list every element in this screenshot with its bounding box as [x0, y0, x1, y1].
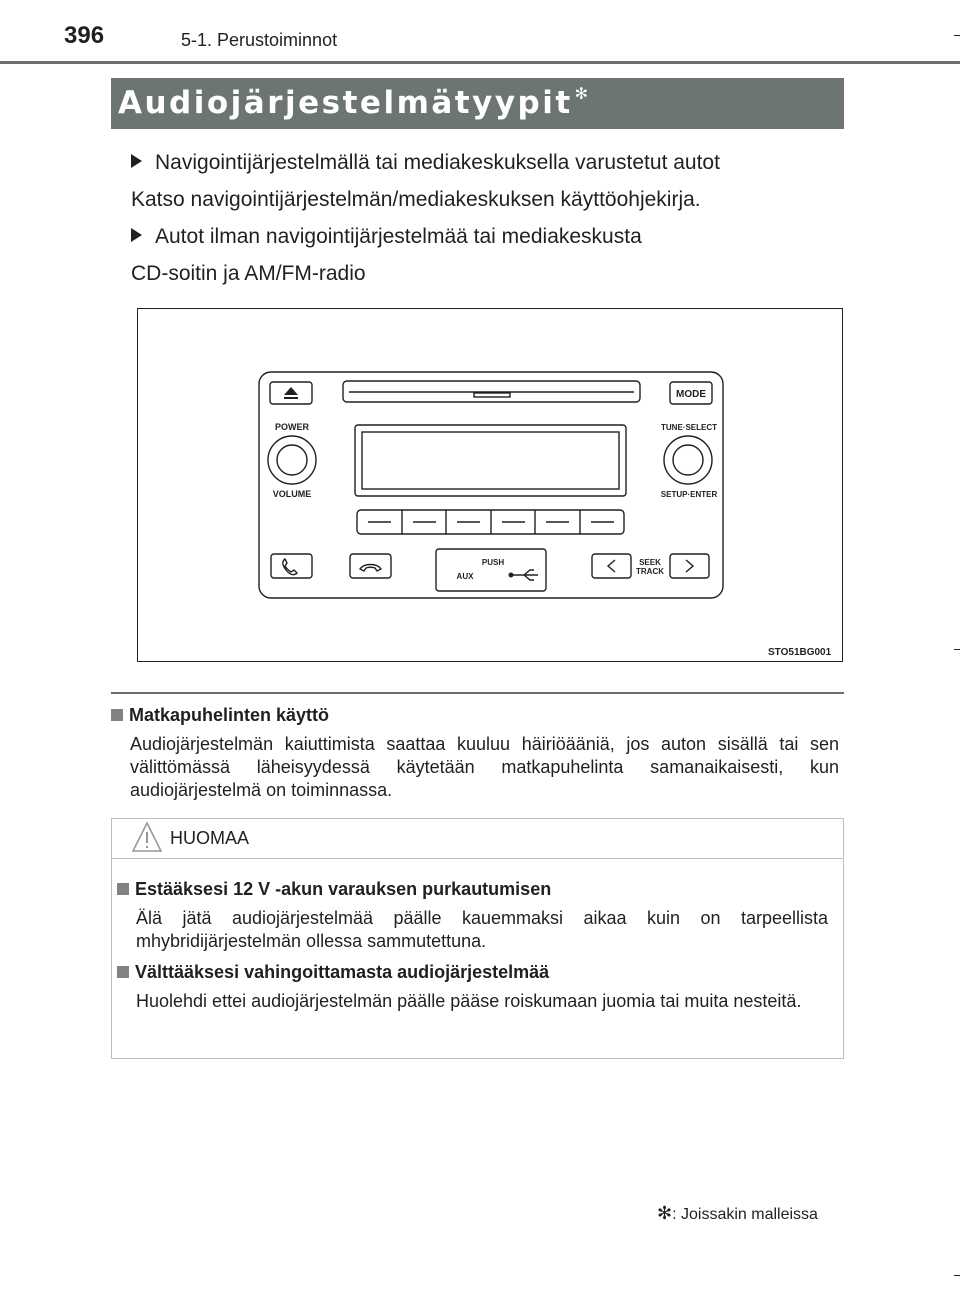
track-label: TRACK [636, 567, 664, 576]
display-frame [355, 425, 626, 496]
note-heading [111, 705, 329, 726]
chapter-title: 5-1. Perustoiminnot [181, 30, 338, 50]
note-heading-text: Matkapuhelinten käyttö [129, 705, 330, 725]
item-heading [131, 151, 720, 175]
footnote [657, 1203, 818, 1224]
figure-code: STO51BG001 [768, 647, 832, 658]
caution-item-body: Huolehdi ettei audiojärjestelmän päälle pääse roiskumaan juomia tai muita nesteitä. [136, 991, 802, 1011]
item-heading-text: Navigointijärjestelmällä tai mediakeskuksella varustetut autot [155, 151, 720, 174]
square-bullet-icon [117, 966, 129, 978]
note-divider [111, 692, 844, 694]
model-specific-marker: ✻ [657, 1203, 673, 1223]
item-text: Katso navigointijärjestelmän/mediakeskuksen käyttöohjekirja. [131, 188, 701, 211]
seek-label: SEEK [639, 558, 661, 567]
arrow-bullet-icon [131, 154, 142, 168]
item-heading-text: Autot ilman navigointijärjestelmää tai mediakeskusta [155, 225, 642, 248]
seek-back-button [592, 554, 631, 578]
square-bullet-icon [111, 709, 123, 721]
crop-mark [954, 35, 960, 36]
section-title-text: Audiojärjestelmätyypit [118, 85, 573, 121]
crop-mark [954, 1275, 960, 1276]
arrow-bullet-icon [131, 228, 142, 242]
caution-item-heading [117, 962, 549, 983]
footnote-text: : Joissakin malleissa [672, 1206, 818, 1223]
phone-hangup-button [350, 554, 391, 578]
hang-up-icon [360, 565, 381, 572]
display-screen [362, 432, 619, 489]
volume-knob-outer [268, 436, 316, 484]
item-text: CD-soitin ja AM/FM-radio [131, 262, 366, 285]
section-title [118, 84, 591, 121]
mode-label: MODE [676, 389, 706, 400]
volume-knob-inner [277, 445, 307, 475]
caution-item-heading [117, 879, 551, 900]
note-body: Audiojärjestelmän kaiuttimista saattaa kuuluu häiriöääniä, jos auton sisällä tai sen välittömässä läheisyydessä käytetään matkapuhelinta samanaikaisesti, kun audiojärjestelmä on toiminnassa. [130, 734, 839, 800]
tune-knob-inner [673, 445, 703, 475]
warning-triangle-icon [131, 821, 163, 858]
caution-header-divider [112, 858, 843, 859]
caution-item-heading-text: Välttääksesi vahingoittamasta audiojärjestelmää [135, 962, 550, 982]
volume-label: VOLUME [272, 489, 312, 499]
square-bullet-icon [117, 883, 129, 895]
eject-icon [284, 387, 298, 395]
aux-label: AUX [456, 572, 474, 581]
push-label: PUSH [481, 558, 505, 567]
model-specific-marker: ✻ [574, 84, 591, 103]
usb-icon [512, 570, 538, 580]
chevron-left-icon [608, 560, 615, 572]
audio-unit-illustration [137, 308, 843, 662]
page-number: 396 [64, 22, 105, 49]
crop-mark [954, 649, 960, 650]
seek-forward-button [670, 554, 709, 578]
caution-item-body: Älä jätä audiojärjestelmää päälle kauemmaksi aikaa kuin on tarpeellista mhybridijärjestelmän ollessa sammutettuna. [136, 908, 828, 951]
item-heading [131, 225, 642, 249]
caution-item-heading-text: Estääksesi 12 V -akun varauksen purkautumisen [135, 879, 552, 899]
setup-enter-label: SETUP·ENTER [660, 490, 718, 499]
header-divider [0, 61, 960, 64]
caution-label: HUOMAA [170, 828, 250, 848]
tune-knob-outer [664, 436, 712, 484]
audio-unit-drawing [138, 309, 842, 661]
phone-icon [283, 559, 297, 575]
chevron-right-icon [686, 560, 693, 572]
cd-slot-marker [474, 393, 510, 397]
power-label: POWER [274, 422, 310, 432]
tune-select-label: TUNE·SELECT [661, 423, 717, 432]
